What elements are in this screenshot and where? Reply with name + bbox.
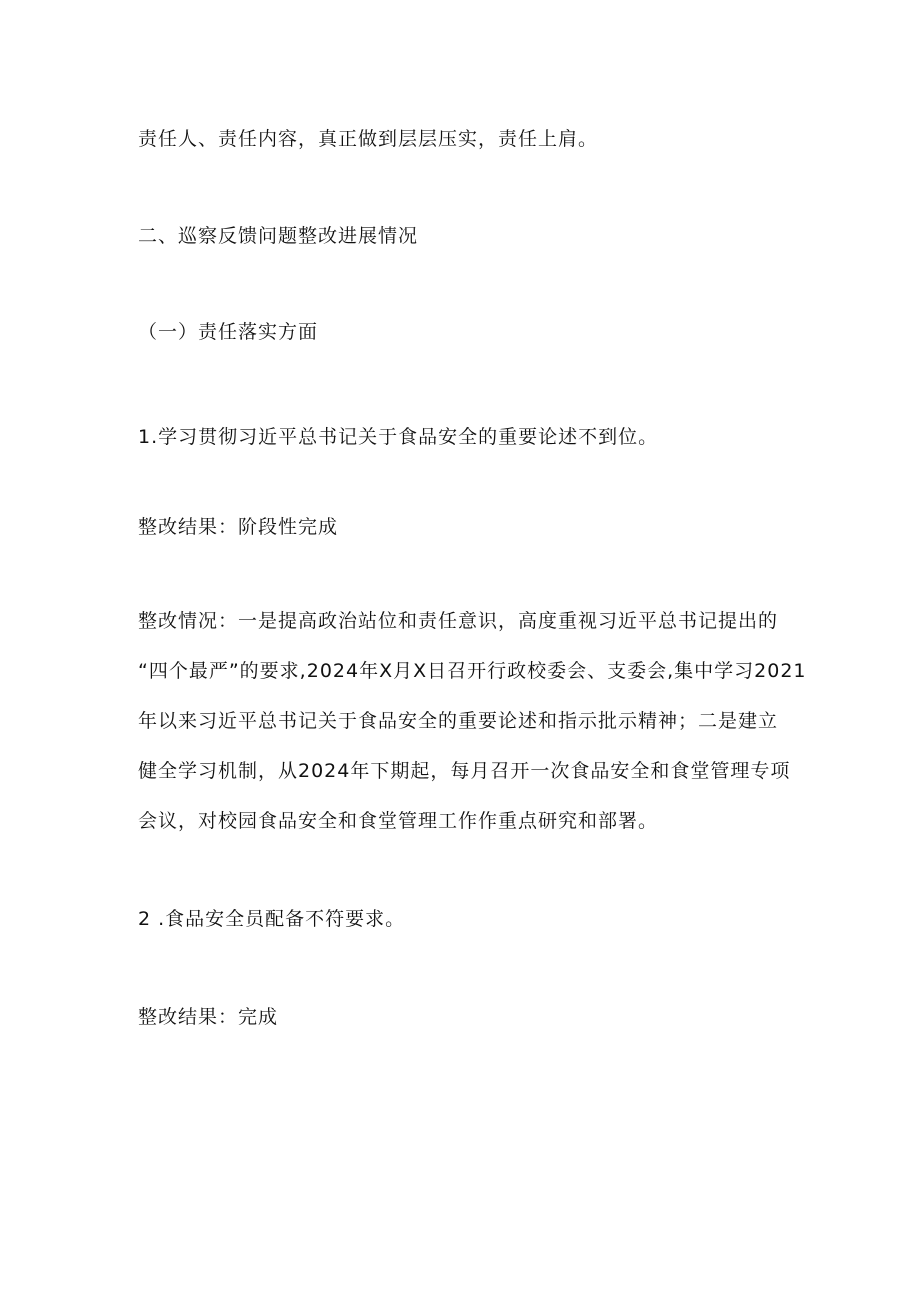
section-heading: 二、巡察反馈问题整改进展情况 xyxy=(138,225,419,247)
item-2-title: 2 .食品安全员配备不符要求。 xyxy=(138,908,406,930)
item-2-result: 整改结果：完成 xyxy=(138,1006,279,1028)
detail-line: 会议，对校园食品安全和食堂管理工作作重点研究和部署。 xyxy=(138,810,659,832)
detail-line: 年以来习近平总书记关于食品安全的重要论述和指示批示精神；二是建立 xyxy=(138,710,779,732)
item-1-title: 1.学习贯彻习近平总书记关于食品安全的重要论述不到位。 xyxy=(138,426,659,448)
detail-line: 健全学习机制，从2024年下期起，每月召开一次食品安全和食堂管理专项 xyxy=(138,760,791,782)
item-1-result: 整改结果：阶段性完成 xyxy=(138,516,339,538)
continued-text-line: 责任人、责任内容，真正做到层层压实，责任上肩。 xyxy=(138,128,599,150)
detail-line: “四个最严”的要求,2024年X月X日召开行政校委会、支委会,集中学习2021 xyxy=(138,660,807,682)
detail-line: 整改情况：一是提高政治站位和责任意识，高度重视习近平总书记提出的 xyxy=(138,610,779,632)
item-1-detail-paragraph xyxy=(138,596,807,846)
subsection-heading: （一）责任落实方面 xyxy=(138,321,319,343)
